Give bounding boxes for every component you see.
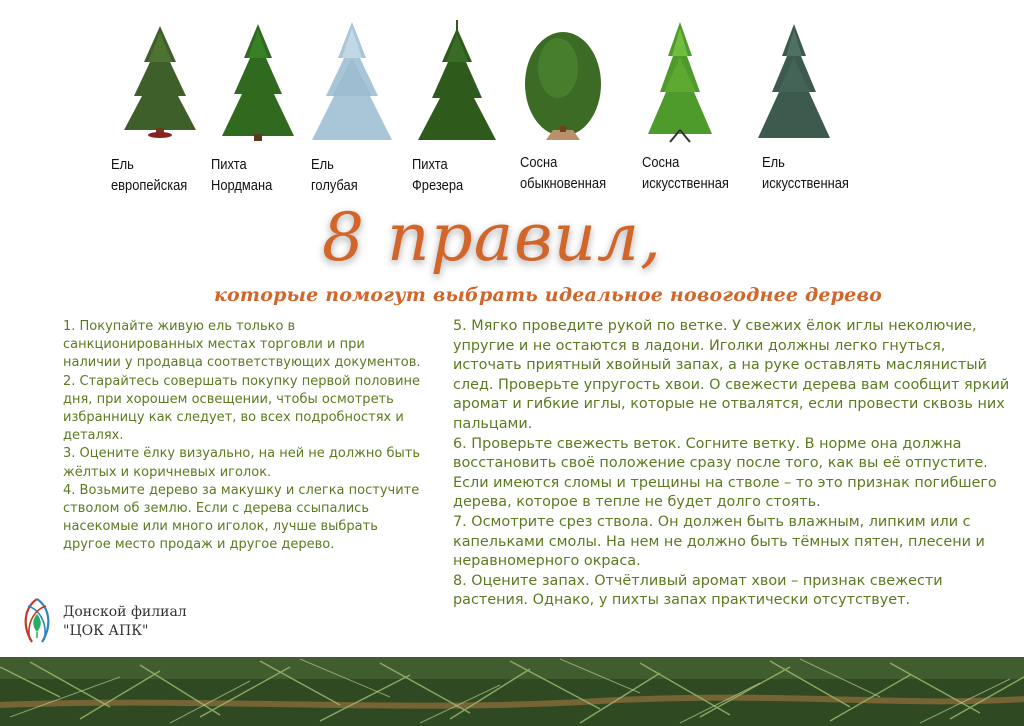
tree-variety: европейская <box>111 177 188 194</box>
blue-spruce-icon <box>306 18 398 144</box>
organization-name-line2: "ЦОК АПК" <box>63 623 149 639</box>
page-title: 8 правил, <box>322 199 662 276</box>
rules-column-left <box>63 318 423 555</box>
tree-type: Сосна <box>642 154 680 171</box>
rule-item: 4. Возьмите дерево за макушку и слегка постучите стволом об землю. Если с дерева ссыпались насекомые или много иголок, лучше выбрать другое место продаж и другое дерево. <box>63 482 420 553</box>
tree-gallery <box>0 0 1024 210</box>
tree-type: Пихта <box>211 156 247 173</box>
tree-label <box>412 154 463 196</box>
pine-needles-banner <box>0 657 1024 726</box>
leaf-emblem-icon <box>20 596 54 650</box>
tree-type: Пихта <box>412 156 448 173</box>
rule-item: 3. Оцените ёлку визуально, на ней не должно быть жёлтых и коричневых иголок. <box>63 446 420 480</box>
page-subtitle: которые помогут выбрать идеальное новогоднее дерево <box>214 284 883 306</box>
tree-variety: искусственная <box>762 175 849 192</box>
tree-variety: Фрезера <box>412 177 464 194</box>
scots-pine-icon <box>518 18 608 144</box>
tree-label <box>520 152 606 194</box>
rule-item: 2. Старайтесь совершать покупку первой половине дня, при хорошем освещении, чтобы осмотреть избранницу как следует, во всех подробностях и деталях. <box>63 373 421 444</box>
tree-label <box>111 154 187 196</box>
tree-label <box>211 154 272 196</box>
tree-variety: обыкновенная <box>520 175 607 192</box>
tree-variety: искусственная <box>642 175 729 192</box>
tree-label <box>762 152 849 194</box>
tree-label <box>642 152 729 194</box>
tree-type: Ель <box>762 154 785 171</box>
nordmann-fir-icon <box>216 18 300 144</box>
european-spruce-icon <box>118 18 202 138</box>
artificial-pine-icon <box>642 18 718 144</box>
rule-item: 1. Покупайте живую ель только в санкционированных местах торговли и при наличии у продавца соответствующих документов. <box>63 319 421 371</box>
rule-item: 6. Проверьте свежесть веток. Согните ветку. В норме она должна восстановить своё положение сразу после того, как вы её отпустите. Если имеются сломы и трещины на стволе – то это признак погибшего дерева, которое в тепле не будет долго стоять. <box>453 435 997 511</box>
rule-item: 8. Оцените запах. Отчётливый аромат хвои – признак свежести растения. Однако, у пихты запах практически отсутствует. <box>453 572 943 609</box>
organization-name <box>63 603 187 641</box>
tree-type: Ель <box>311 156 334 173</box>
artificial-spruce-icon <box>752 18 836 144</box>
tree-label <box>311 154 358 196</box>
fraser-fir-icon <box>412 18 502 144</box>
rule-item: 7. Осмотрите срез ствола. Он должен быть влажным, липким или с капельками смолы. На нем не должно быть тёмных пятен, плесени и неравномерного окраса. <box>453 513 985 570</box>
rule-item: 5. Мягко проведите рукой по ветке. У свежих ёлок иглы неколючие, упругие и не остаются в ладони. Иголки должны легко гнуться, источать приятный хвойный запах, а на руке оставлять маслянистый след. Проверьте упругость хвои. О свежести дерева вам сообщит яркий аромат и гибкие иглы, которые не отвалятся, если провести сквозь них пальцами. <box>453 318 1010 432</box>
rules-column-right <box>453 317 1013 611</box>
organization-name-line1: Донской филиал <box>63 604 187 620</box>
tree-type: Ель <box>111 156 134 173</box>
tree-variety: голубая <box>311 177 358 194</box>
tree-variety: Нордмана <box>211 177 273 194</box>
tree-type: Сосна <box>520 154 558 171</box>
